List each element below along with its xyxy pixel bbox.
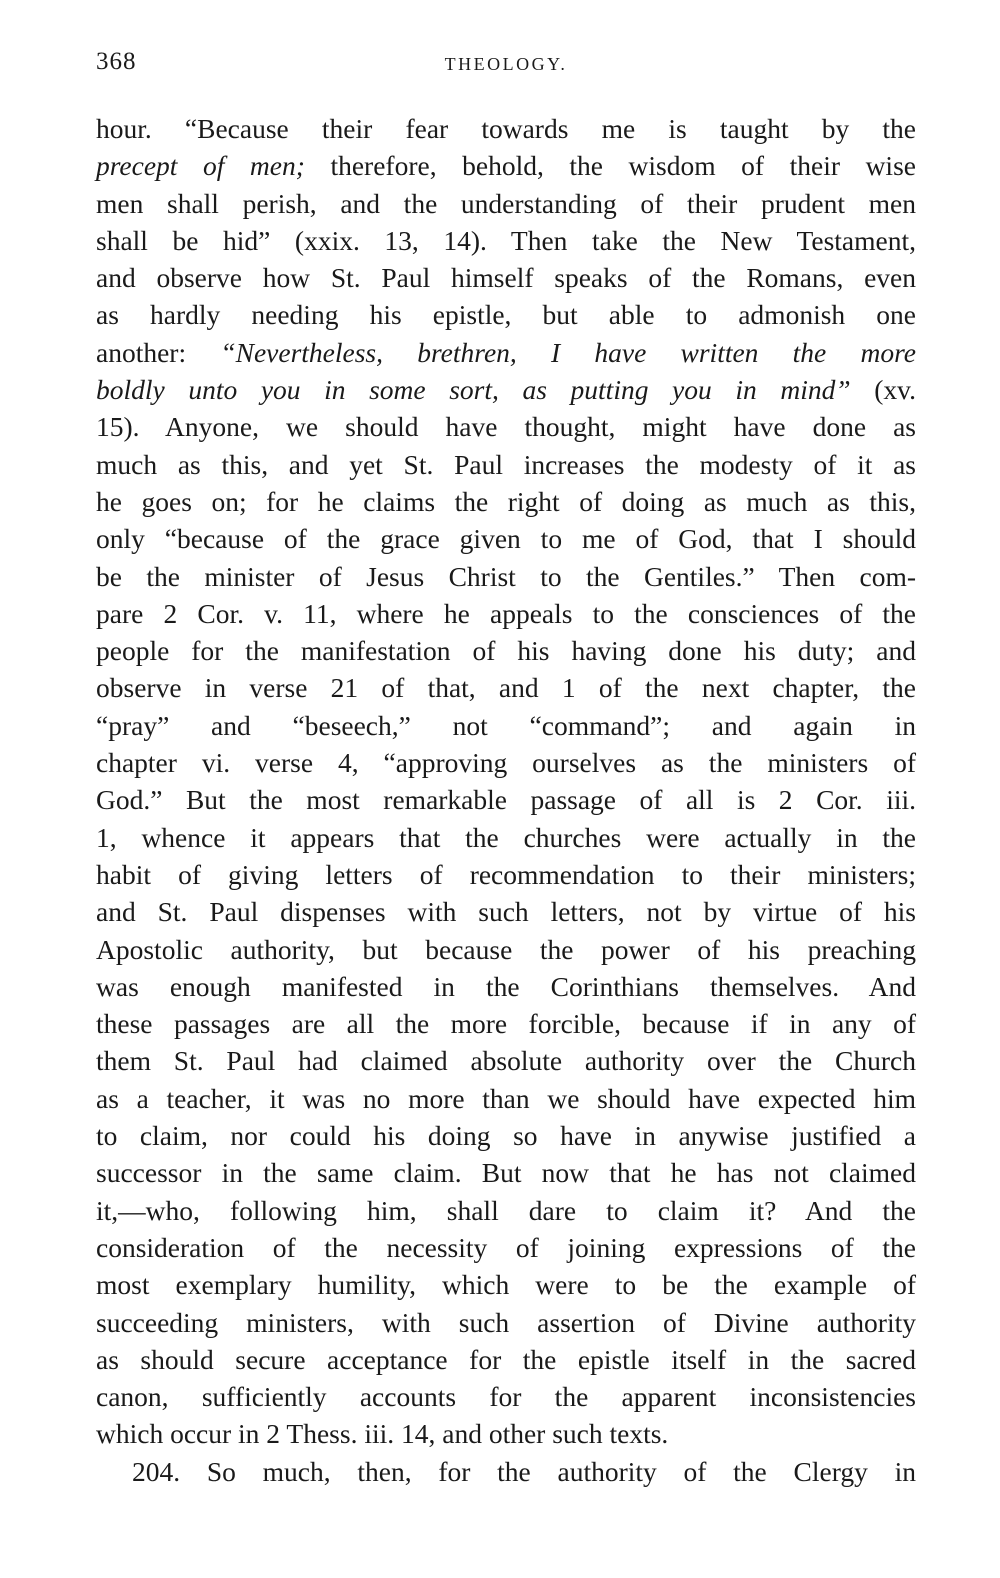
text-line: successor in the same claim. But now that he has not claimed [96, 1157, 916, 1189]
text-line: men shall perish, and the understanding of their prudent men [96, 187, 916, 219]
text-line: God.” But the most remarkable passage of all is 2 Cor. iii. [96, 784, 916, 816]
running-title: THEOLOGY. [444, 54, 568, 74]
text-line: consideration of the necessity of joining expressions of the [96, 1231, 916, 1263]
text-line [96, 334, 916, 371]
text-line: these passages are all the more forcible, because if in any of [96, 1008, 916, 1040]
text-line: much as this, and yet St. Paul increases the modesty of it as [96, 448, 916, 480]
line-segment: another: [96, 336, 221, 368]
text-line: as should secure acceptance for the epistle itself in the sacred [96, 1343, 916, 1375]
text-line: “pray” and “beseech,” not “command”; and again in [96, 709, 916, 741]
text-line: he goes on; for he claims the right of doing as much as this, [96, 485, 916, 517]
text-line: as hardly needing his epistle, but able to admonish one [96, 299, 916, 331]
text-line: chapter vi. verse 4, “approving ourselves as the ministers of [96, 747, 916, 779]
text-line: pare 2 Cor. v. 11, where he appeals to the consciences of the [96, 597, 916, 629]
text-line: most exemplary humility, which were to be the example of [96, 1269, 916, 1301]
text-line: 1, whence it appears that the churches were actually in the [96, 821, 916, 853]
running-head [96, 40, 916, 88]
text-line: and St. Paul dispenses with such letters, not by virtue of his [96, 896, 916, 928]
text-line: only “because of the grace given to me of God, that I should [96, 523, 916, 555]
italic-phrase: precept of men; [96, 150, 305, 182]
text-line: canon, sufficiently accounts for the apparent inconsistencies [96, 1381, 916, 1413]
text-line: as a teacher, it was no more than we should have expected him [96, 1082, 916, 1114]
text-line: it,—who, following him, shall dare to claim it? And the [96, 1194, 916, 1226]
text-line: be the minister of Jesus Christ to the Gentiles.” Then com- [96, 560, 916, 592]
text-line [96, 371, 916, 408]
text-line: was enough manifested in the Corinthians themselves. And [96, 970, 916, 1002]
body-text [96, 110, 916, 1490]
text-line: which occur in 2 Thess. iii. 14, and other such texts. [96, 1418, 669, 1450]
italic-phrase: boldly unto you in some sort, as putting you in mind” [96, 374, 851, 406]
text-line [96, 147, 916, 184]
text-line: succeeding ministers, with such assertion of Divine authority [96, 1306, 916, 1338]
line-segment: (xv. [850, 374, 916, 406]
text-line: shall be hid” (xxix. 13, 14). Then take the New Testament, [96, 224, 916, 256]
line-segment: therefore, behold, the wisdom of their wise [304, 150, 916, 182]
text-line: 204. So much, then, for the authority of the Clergy in [132, 1455, 916, 1487]
text-line: to claim, nor could his doing so have in anywise justified a [96, 1120, 916, 1152]
text-line: observe in verse 21 of that, and 1 of the next chapter, the [96, 672, 916, 704]
text-line: Apostolic authority, but because the power of his preaching [96, 933, 916, 965]
text-line: habit of giving letters of recommendation to their ministers; [96, 858, 916, 890]
text-line: 15). Anyone, we should have thought, might have done as [96, 411, 916, 443]
book-page [96, 40, 916, 1490]
text-line: people for the manifestation of his having done his duty; and [96, 635, 916, 667]
text-line: hour. “Because their fear towards me is taught by the [96, 113, 916, 144]
text-line: and observe how St. Paul himself speaks of the Romans, even [96, 262, 916, 294]
italic-phrase: “Nevertheless, brethren, I have written the more [220, 336, 916, 368]
page-number: 368 [96, 48, 137, 75]
text-line: them St. Paul had claimed absolute authority over the Church [96, 1045, 916, 1077]
